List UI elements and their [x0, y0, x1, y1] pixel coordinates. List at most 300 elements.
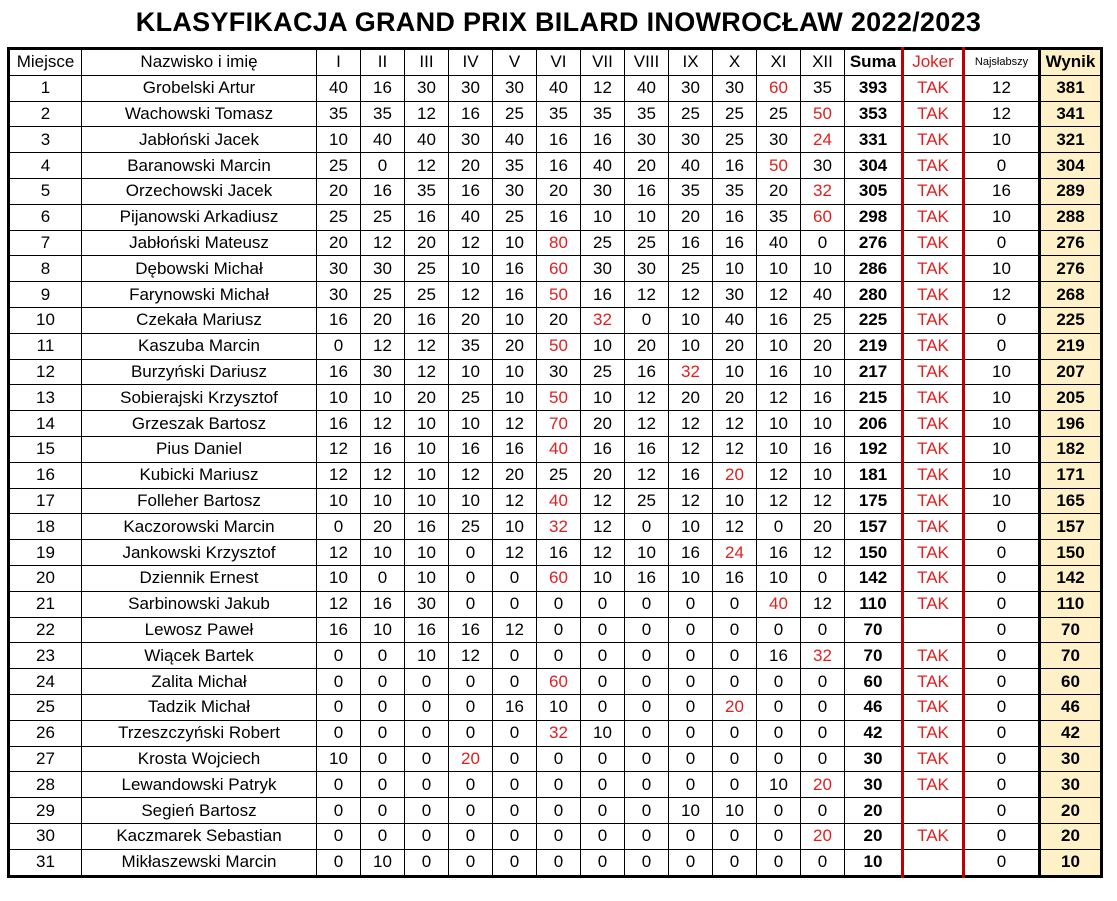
table-row: [9, 411, 1102, 437]
joker-cell: TAK: [903, 75, 964, 101]
score-cell-round-7: 16: [581, 436, 625, 462]
score-cell-round-9: 0: [669, 591, 713, 617]
score-cell-round-11: 0: [757, 694, 801, 720]
score-cell-round-12: 16: [801, 436, 845, 462]
score-cell-round-4: 0: [449, 849, 493, 876]
score-cell-round-12: 32: [801, 643, 845, 669]
place-cell: 19: [9, 540, 82, 566]
score-cell-round-11: 12: [757, 488, 801, 514]
score-cell-round-4: 25: [449, 385, 493, 411]
score-cell-round-11: 12: [757, 462, 801, 488]
sum-cell: 175: [845, 488, 903, 514]
score-cell-round-4: 10: [449, 488, 493, 514]
score-cell-round-4: 0: [449, 823, 493, 849]
score-cell-round-2: 0: [361, 720, 405, 746]
weakest-cell: 0: [964, 333, 1040, 359]
place-cell: 24: [9, 669, 82, 695]
result-cell: 165: [1040, 488, 1102, 514]
weakest-cell: 0: [964, 849, 1040, 876]
score-cell-round-11: 16: [757, 307, 801, 333]
score-cell-round-11: 30: [757, 127, 801, 153]
score-cell-round-12: 50: [801, 101, 845, 127]
weakest-cell: 0: [964, 591, 1040, 617]
weakest-cell: 0: [964, 514, 1040, 540]
score-cell-round-3: 0: [405, 669, 449, 695]
sum-cell: 46: [845, 694, 903, 720]
score-cell-round-9: 40: [669, 153, 713, 179]
score-cell-round-11: 20: [757, 178, 801, 204]
score-cell-round-4: 12: [449, 282, 493, 308]
score-cell-round-3: 0: [405, 720, 449, 746]
score-cell-round-6: 50: [537, 385, 581, 411]
table-row: [9, 488, 1102, 514]
score-cell-round-9: 12: [669, 436, 713, 462]
score-cell-round-5: 0: [493, 565, 537, 591]
sum-cell: 42: [845, 720, 903, 746]
score-cell-round-3: 20: [405, 385, 449, 411]
score-cell-round-1: 20: [317, 178, 361, 204]
result-cell: 268: [1040, 282, 1102, 308]
score-cell-round-1: 12: [317, 540, 361, 566]
table-row: [9, 849, 1102, 876]
score-cell-round-11: 16: [757, 643, 801, 669]
weakest-cell: 12: [964, 282, 1040, 308]
weakest-cell: 0: [964, 823, 1040, 849]
score-cell-round-5: 0: [493, 643, 537, 669]
score-cell-round-1: 0: [317, 849, 361, 876]
joker-cell: TAK: [903, 411, 964, 437]
score-cell-round-3: 0: [405, 694, 449, 720]
score-cell-round-12: 0: [801, 694, 845, 720]
result-cell: 196: [1040, 411, 1102, 437]
score-cell-round-10: 12: [713, 514, 757, 540]
score-cell-round-3: 12: [405, 101, 449, 127]
place-cell: 13: [9, 385, 82, 411]
name-cell: Jankowski Krzysztof: [82, 540, 317, 566]
score-cell-round-3: 10: [405, 565, 449, 591]
joker-cell: TAK: [903, 307, 964, 333]
score-cell-round-9: 0: [669, 772, 713, 798]
score-cell-round-3: 20: [405, 230, 449, 256]
score-cell-round-6: 0: [537, 591, 581, 617]
score-cell-round-5: 20: [493, 333, 537, 359]
name-cell: Sobierajski Krzysztof: [82, 385, 317, 411]
score-cell-round-10: 30: [713, 282, 757, 308]
result-cell: 150: [1040, 540, 1102, 566]
table-row: [9, 540, 1102, 566]
table-row: [9, 565, 1102, 591]
score-cell-round-1: 25: [317, 204, 361, 230]
score-cell-round-4: 0: [449, 772, 493, 798]
table-row: [9, 333, 1102, 359]
score-cell-round-4: 10: [449, 411, 493, 437]
score-cell-round-12: 0: [801, 849, 845, 876]
place-cell: 6: [9, 204, 82, 230]
weakest-cell: 0: [964, 772, 1040, 798]
score-cell-round-12: 12: [801, 591, 845, 617]
score-cell-round-11: 10: [757, 565, 801, 591]
score-cell-round-12: 16: [801, 385, 845, 411]
score-cell-round-5: 0: [493, 798, 537, 824]
score-cell-round-8: 40: [625, 75, 669, 101]
score-cell-round-9: 0: [669, 849, 713, 876]
weakest-cell: 0: [964, 617, 1040, 643]
score-cell-round-7: 0: [581, 772, 625, 798]
score-cell-round-6: 20: [537, 307, 581, 333]
score-cell-round-7: 20: [581, 411, 625, 437]
score-cell-round-6: 32: [537, 720, 581, 746]
score-cell-round-8: 0: [625, 617, 669, 643]
joker-cell: TAK: [903, 746, 964, 772]
sum-cell: 150: [845, 540, 903, 566]
table-row: [9, 772, 1102, 798]
score-cell-round-1: 16: [317, 411, 361, 437]
weakest-cell: 0: [964, 669, 1040, 695]
place-cell: 4: [9, 153, 82, 179]
score-cell-round-10: 10: [713, 359, 757, 385]
weakest-cell: 10: [964, 488, 1040, 514]
score-cell-round-3: 16: [405, 204, 449, 230]
joker-cell: TAK: [903, 359, 964, 385]
result-cell: 42: [1040, 720, 1102, 746]
score-cell-round-6: 40: [537, 75, 581, 101]
joker-cell: TAK: [903, 436, 964, 462]
score-cell-round-4: 10: [449, 256, 493, 282]
place-cell: 7: [9, 230, 82, 256]
score-cell-round-5: 16: [493, 256, 537, 282]
score-cell-round-5: 30: [493, 75, 537, 101]
place-cell: 1: [9, 75, 82, 101]
score-cell-round-11: 60: [757, 75, 801, 101]
score-cell-round-8: 12: [625, 411, 669, 437]
score-cell-round-8: 0: [625, 823, 669, 849]
score-cell-round-2: 0: [361, 153, 405, 179]
score-cell-round-5: 30: [493, 178, 537, 204]
sum-cell: 353: [845, 101, 903, 127]
score-cell-round-3: 10: [405, 436, 449, 462]
header-round-5: V: [493, 49, 537, 76]
score-cell-round-11: 10: [757, 772, 801, 798]
score-cell-round-5: 40: [493, 127, 537, 153]
score-cell-round-4: 0: [449, 669, 493, 695]
joker-cell: TAK: [903, 669, 964, 695]
place-cell: 17: [9, 488, 82, 514]
joker-cell: TAK: [903, 772, 964, 798]
score-cell-round-2: 30: [361, 359, 405, 385]
table-row: [9, 617, 1102, 643]
score-cell-round-5: 10: [493, 514, 537, 540]
header-round-7: VII: [581, 49, 625, 76]
score-cell-round-4: 40: [449, 204, 493, 230]
score-cell-round-9: 0: [669, 823, 713, 849]
joker-cell: TAK: [903, 514, 964, 540]
score-cell-round-8: 16: [625, 436, 669, 462]
sum-cell: 70: [845, 617, 903, 643]
score-cell-round-11: 10: [757, 436, 801, 462]
header-round-10: X: [713, 49, 757, 76]
score-cell-round-9: 10: [669, 798, 713, 824]
score-cell-round-12: 20: [801, 514, 845, 540]
name-cell: Pius Daniel: [82, 436, 317, 462]
score-cell-round-5: 0: [493, 591, 537, 617]
header-place: Miejsce: [9, 49, 82, 76]
score-cell-round-11: 10: [757, 333, 801, 359]
score-cell-round-5: 25: [493, 204, 537, 230]
result-cell: 70: [1040, 643, 1102, 669]
place-cell: 18: [9, 514, 82, 540]
score-cell-round-10: 10: [713, 256, 757, 282]
score-cell-round-1: 20: [317, 230, 361, 256]
sum-cell: 305: [845, 178, 903, 204]
score-cell-round-2: 12: [361, 462, 405, 488]
name-cell: Grobelski Artur: [82, 75, 317, 101]
header-round-1: I: [317, 49, 361, 76]
name-cell: Mikłaszewski Marcin: [82, 849, 317, 876]
place-cell: 27: [9, 746, 82, 772]
sum-cell: 20: [845, 823, 903, 849]
name-cell: Baranowski Marcin: [82, 153, 317, 179]
joker-cell: TAK: [903, 256, 964, 282]
result-cell: 289: [1040, 178, 1102, 204]
score-cell-round-1: 40: [317, 75, 361, 101]
score-cell-round-5: 12: [493, 617, 537, 643]
score-cell-round-1: 16: [317, 359, 361, 385]
place-cell: 29: [9, 798, 82, 824]
weakest-cell: 10: [964, 256, 1040, 282]
joker-cell: TAK: [903, 488, 964, 514]
score-cell-round-7: 25: [581, 359, 625, 385]
score-cell-round-3: 16: [405, 617, 449, 643]
score-cell-round-1: 35: [317, 101, 361, 127]
score-cell-round-12: 10: [801, 256, 845, 282]
score-cell-round-7: 0: [581, 617, 625, 643]
score-cell-round-9: 16: [669, 540, 713, 566]
score-cell-round-2: 10: [361, 540, 405, 566]
score-cell-round-12: 32: [801, 178, 845, 204]
score-cell-round-9: 0: [669, 669, 713, 695]
score-cell-round-12: 30: [801, 153, 845, 179]
score-cell-round-7: 30: [581, 178, 625, 204]
sum-cell: 10: [845, 849, 903, 876]
score-cell-round-11: 0: [757, 823, 801, 849]
score-cell-round-7: 0: [581, 823, 625, 849]
score-cell-round-10: 0: [713, 669, 757, 695]
score-cell-round-5: 16: [493, 436, 537, 462]
score-cell-round-4: 0: [449, 720, 493, 746]
score-cell-round-6: 25: [537, 462, 581, 488]
place-cell: 9: [9, 282, 82, 308]
score-cell-round-6: 0: [537, 643, 581, 669]
sum-cell: 20: [845, 798, 903, 824]
score-cell-round-5: 35: [493, 153, 537, 179]
score-cell-round-5: 16: [493, 282, 537, 308]
place-cell: 20: [9, 565, 82, 591]
score-cell-round-8: 16: [625, 565, 669, 591]
score-cell-round-3: 12: [405, 333, 449, 359]
table-row: [9, 669, 1102, 695]
score-cell-round-11: 0: [757, 798, 801, 824]
score-cell-round-7: 40: [581, 153, 625, 179]
weakest-cell: 0: [964, 307, 1040, 333]
score-cell-round-10: 24: [713, 540, 757, 566]
score-cell-round-10: 25: [713, 101, 757, 127]
joker-cell: TAK: [903, 101, 964, 127]
table-row: [9, 127, 1102, 153]
score-cell-round-8: 16: [625, 178, 669, 204]
score-cell-round-6: 16: [537, 540, 581, 566]
score-cell-round-3: 0: [405, 772, 449, 798]
score-cell-round-4: 0: [449, 565, 493, 591]
score-cell-round-11: 10: [757, 411, 801, 437]
score-cell-round-9: 30: [669, 127, 713, 153]
score-cell-round-4: 10: [449, 359, 493, 385]
score-cell-round-12: 25: [801, 307, 845, 333]
standings-body: [9, 75, 1102, 876]
joker-cell: TAK: [903, 282, 964, 308]
header-round-11: XI: [757, 49, 801, 76]
score-cell-round-6: 50: [537, 333, 581, 359]
score-cell-round-11: 0: [757, 514, 801, 540]
score-cell-round-8: 0: [625, 694, 669, 720]
score-cell-round-1: 12: [317, 436, 361, 462]
score-cell-round-7: 16: [581, 127, 625, 153]
table-row: [9, 436, 1102, 462]
joker-cell: TAK: [903, 230, 964, 256]
score-cell-round-2: 0: [361, 772, 405, 798]
name-cell: Lewosz Paweł: [82, 617, 317, 643]
score-cell-round-12: 10: [801, 411, 845, 437]
score-cell-round-12: 60: [801, 204, 845, 230]
sum-cell: 142: [845, 565, 903, 591]
table-row: [9, 798, 1102, 824]
joker-cell: TAK: [903, 694, 964, 720]
score-cell-round-7: 16: [581, 282, 625, 308]
score-cell-round-2: 16: [361, 591, 405, 617]
name-cell: Dębowski Michał: [82, 256, 317, 282]
score-cell-round-5: 12: [493, 411, 537, 437]
score-cell-round-12: 20: [801, 823, 845, 849]
score-cell-round-6: 40: [537, 436, 581, 462]
score-cell-round-8: 30: [625, 127, 669, 153]
score-cell-round-2: 10: [361, 617, 405, 643]
score-cell-round-10: 16: [713, 565, 757, 591]
score-cell-round-8: 0: [625, 669, 669, 695]
score-cell-round-2: 12: [361, 411, 405, 437]
score-cell-round-6: 16: [537, 127, 581, 153]
score-cell-round-4: 20: [449, 746, 493, 772]
place-cell: 14: [9, 411, 82, 437]
sum-cell: 280: [845, 282, 903, 308]
name-cell: Kaczmarek Sebastian: [82, 823, 317, 849]
score-cell-round-7: 0: [581, 669, 625, 695]
score-cell-round-7: 0: [581, 798, 625, 824]
score-cell-round-9: 10: [669, 565, 713, 591]
score-cell-round-8: 12: [625, 282, 669, 308]
score-cell-round-11: 16: [757, 359, 801, 385]
score-cell-round-10: 16: [713, 153, 757, 179]
score-cell-round-1: 0: [317, 720, 361, 746]
joker-cell: TAK: [903, 204, 964, 230]
score-cell-round-11: 0: [757, 746, 801, 772]
weakest-cell: 0: [964, 694, 1040, 720]
score-cell-round-9: 35: [669, 178, 713, 204]
score-cell-round-11: 0: [757, 669, 801, 695]
score-cell-round-9: 12: [669, 411, 713, 437]
score-cell-round-1: 16: [317, 617, 361, 643]
score-cell-round-8: 25: [625, 488, 669, 514]
score-cell-round-10: 10: [713, 488, 757, 514]
result-cell: 10: [1040, 849, 1102, 876]
score-cell-round-2: 0: [361, 823, 405, 849]
score-cell-round-9: 0: [669, 643, 713, 669]
score-cell-round-8: 0: [625, 643, 669, 669]
score-cell-round-4: 12: [449, 643, 493, 669]
score-cell-round-3: 10: [405, 540, 449, 566]
score-cell-round-9: 16: [669, 462, 713, 488]
score-cell-round-3: 25: [405, 282, 449, 308]
score-cell-round-4: 0: [449, 694, 493, 720]
sum-cell: 192: [845, 436, 903, 462]
joker-cell: TAK: [903, 591, 964, 617]
score-cell-round-1: 12: [317, 591, 361, 617]
score-cell-round-5: 16: [493, 694, 537, 720]
score-cell-round-7: 32: [581, 307, 625, 333]
score-cell-round-2: 16: [361, 178, 405, 204]
score-cell-round-4: 20: [449, 153, 493, 179]
score-cell-round-6: 50: [537, 282, 581, 308]
sum-cell: 181: [845, 462, 903, 488]
result-cell: 20: [1040, 823, 1102, 849]
table-row: [9, 282, 1102, 308]
score-cell-round-3: 0: [405, 849, 449, 876]
score-cell-round-7: 12: [581, 540, 625, 566]
table-row: [9, 230, 1102, 256]
score-cell-round-10: 0: [713, 823, 757, 849]
score-cell-round-4: 35: [449, 333, 493, 359]
score-cell-round-9: 0: [669, 617, 713, 643]
name-cell: Pijanowski Arkadiusz: [82, 204, 317, 230]
weakest-cell: 10: [964, 359, 1040, 385]
sum-cell: 217: [845, 359, 903, 385]
score-cell-round-2: 30: [361, 256, 405, 282]
result-cell: 182: [1040, 436, 1102, 462]
name-cell: Orzechowski Jacek: [82, 178, 317, 204]
score-cell-round-4: 12: [449, 462, 493, 488]
score-cell-round-4: 0: [449, 540, 493, 566]
sum-cell: 70: [845, 643, 903, 669]
score-cell-round-2: 10: [361, 849, 405, 876]
score-cell-round-2: 0: [361, 798, 405, 824]
sum-cell: 110: [845, 591, 903, 617]
score-cell-round-9: 32: [669, 359, 713, 385]
weakest-cell: 12: [964, 101, 1040, 127]
score-cell-round-9: 0: [669, 694, 713, 720]
score-cell-round-4: 0: [449, 798, 493, 824]
name-cell: Trzeszczyński Robert: [82, 720, 317, 746]
score-cell-round-12: 0: [801, 669, 845, 695]
header-name: Nazwisko i imię: [82, 49, 317, 76]
score-cell-round-2: 35: [361, 101, 405, 127]
result-cell: 70: [1040, 617, 1102, 643]
score-cell-round-5: 10: [493, 359, 537, 385]
score-cell-round-5: 0: [493, 720, 537, 746]
score-cell-round-10: 0: [713, 591, 757, 617]
result-cell: 60: [1040, 669, 1102, 695]
result-cell: 276: [1040, 256, 1102, 282]
score-cell-round-10: 0: [713, 720, 757, 746]
score-cell-round-1: 30: [317, 282, 361, 308]
joker-cell: TAK: [903, 178, 964, 204]
